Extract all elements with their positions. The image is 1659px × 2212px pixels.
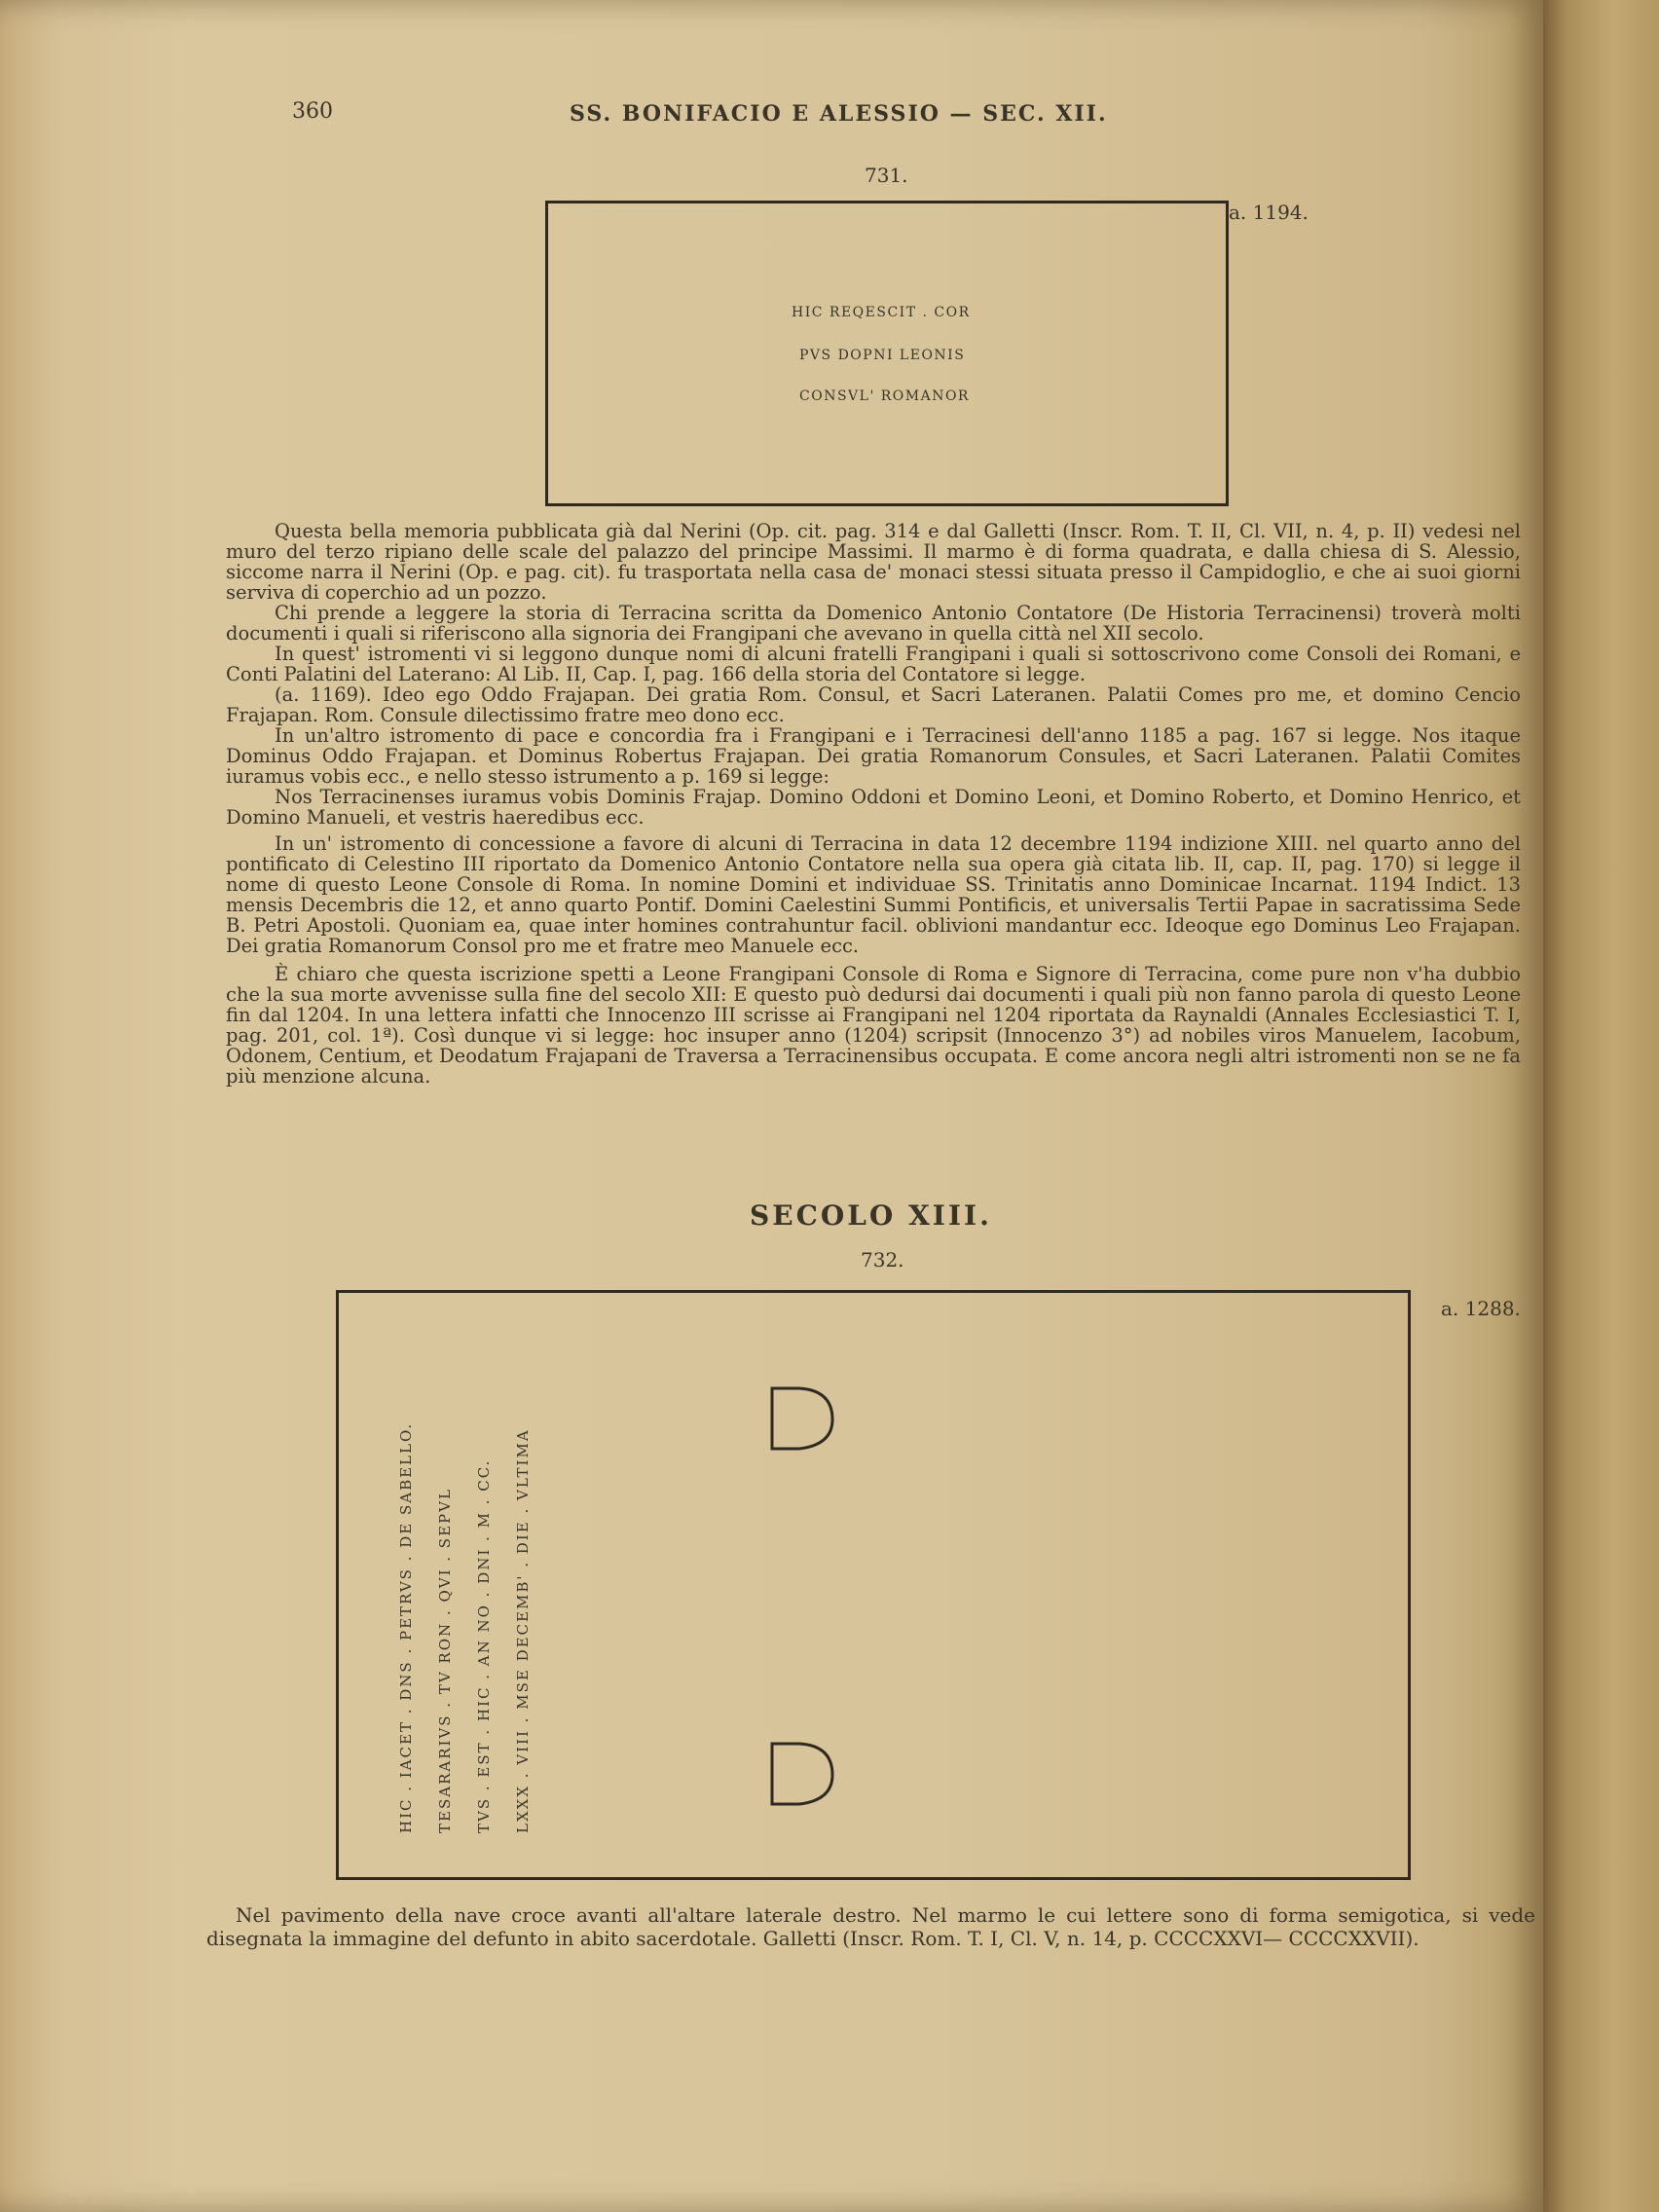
inscription-731-line-3: CONSVL' ROMANOR [799,388,970,404]
page-number: 360 [292,99,333,124]
d-shape-icon [762,1381,840,1458]
commentary-paragraph: Nos Terracinenses iuramus vobis Dominis Frajap. Domino Oddoni et Domino Leoni, et Domino Roberto, et Domino Henrico, et Domino Manueli, et vestris haeredibus ecc. [226,786,1521,829]
inscription-732-column-2: TESARARIVS . TV RON . QVI . SEPVL [436,1488,454,1833]
commentary-paragraph: (a. 1169). Ideo ego Oddo Frajapan. Dei gratia Rom. Consul, et Sacri Lateranen. Palatii Comes pro me, et domino Cencio Frajapan. Rom. Consule dilectissimo fratre meo dono ecc. [226,683,1521,726]
inscription-732-column-1: HIC . IACET . DNS . PETRVS . DE SABELLO. [397,1421,415,1833]
adjacent-page-edge [1543,0,1659,2212]
commentary-paragraph: Questa bella memoria pubblicata già dal Nerini (Op. cit. pag. 314 e dal Galletti (Inscr. Rom. T. II, Cl. VII, n. 4, p. II) vedesi nel muro del terzo ripiano delle scale del palazzo del principe Massimi. Il marmo è di forma quadrata, e dalla chiesa di S. Alessio, siccome narra il Nerini (Op. e pag. cit). fu trasportata nella casa de' monaci stessi situata presso il Campidoglio, e che ai suoi giorni serviva di coperchio ad un pozzo. [226,520,1521,604]
footnote [206,1903,1535,1950]
commentary-paragraph: In un' istromento di concessione a favore di alcuni di Terracina in data 12 decembre 1194 indizione XIII. nel quarto anno del pontificato di Celestino III riportato da Domenico Antonio Contatore nella sua opera già citata lib. II, cap. II, pag. 170) si legge il nome di questo Leone Console di Roma. In nomine Domini et individuae SS. Trinitatis anno Dominicae Incarnat. 1194 Indict. 13 mensis Decembris die 12, et anno quarto Pontif. Domini Caelestini Summi Pontificis, et universalis Tertii Papae in sacratissima Sede B. Petri Apostoli. Quoniam ea, quae inter homines contrahuntur facil. oblivioni mandantur ecc. Ideoque ego Dominus Leo Frajapan. Dei gratia Romanorum Consol pro me et fratre meo Manuele ecc. [226,832,1521,957]
inscription-732-column-3: TVS . EST . HIC . AN NO . DNI . M . CC. [475,1458,493,1833]
commentary-paragraph: In un'altro istromento di pace e concordia fra i Frangipani e i Terracinesi dell'anno 1185 a pag. 167 si legge. Nos itaque Dominus Oddo Frajapan. et Dominus Robertus Frajapan. Dei gratia Romanorum Consules, et Sacri Lateranen. Palatii Comites iuramus vobis ecc., e nello stesso istrumento a p. 169 si legge: [226,724,1521,788]
inscription-731-box [545,201,1229,506]
commentary-paragraph: In quest' istromenti vi si leggono dunque nomi di alcuni fratelli Frangipani i quali si sottoscrivono come Consoli dei Romani, e Conti Palatini del Laterano: Al Lib. II, Cap. I, pag. 166 della storia del Contatore si legge. [226,643,1521,685]
inscription-732-year: a. 1288. [1441,1297,1521,1320]
section-title: SECOLO XIII. [750,1199,992,1232]
footnote-text: Nel pavimento della nave croce avanti all'altare laterale destro. Nel marmo le cui lettere sono di forma semigotica, si vede disegnata la immagine del defunto in abito sacerdotale. Galletti (Inscr. Rom. T. I, Cl. V, n. 14, p. CCCCXXVI— CCCCXXVII). [206,1903,1535,1950]
inscription-731-number: 731. [865,164,908,187]
inscription-732-box [336,1290,1411,1880]
commentary-paragraph: È chiaro che questa iscrizione spetti a Leone Frangipani Console di Roma e Signore di Terracina, come pure non v'ha dubbio che la sua morte avvenisse sulla fine del secolo XII: E questo può dedursi dai documenti i quali più non fanno parola di questo Leone fin dal 1204. In una lettera infatti che Innocenzo III scrisse ai Frangipani nel 1204 riportata da Raynaldi (Annales Ecclesiastici T. I, pag. 201, col. 1ª). Così dunque vi si legge: hoc insuper anno (1204) scripsit (Innocenzo 3°) ad nobiles viros Manuelem, Iacobum, Odonem, Centium, et Deodatum Frajapani de Traversa a Terracinensibus occupata. E come ancora negli altri istromenti non se ne fa più menzione alcuna. [226,963,1521,1088]
inscription-732-number: 732. [861,1248,904,1272]
commentary-paragraph: Chi prende a leggere la storia di Terracina scritta da Domenico Antonio Contatore (De Historia Terracinensi) troverà molti documenti i quali si riferiscono alla signoria dei Frangipani che avevano in quella città nel XII secolo. [226,602,1521,645]
inscription-731-line-2: PVS DOPNI LEONIS [799,348,966,363]
inscription-731-line-1: HIC REQESCIT . COR [792,305,971,320]
commentary [226,521,1521,1087]
d-shape-icon [762,1736,840,1814]
inscription-732-column-4: LXXX . VIII . MSE DECEMB' . DIE . VLTIMA [514,1428,532,1833]
inscription-731-year: a. 1194. [1229,201,1309,224]
running-head: SS. BONIFACIO E ALESSIO — SEC. XII. [570,101,1108,127]
